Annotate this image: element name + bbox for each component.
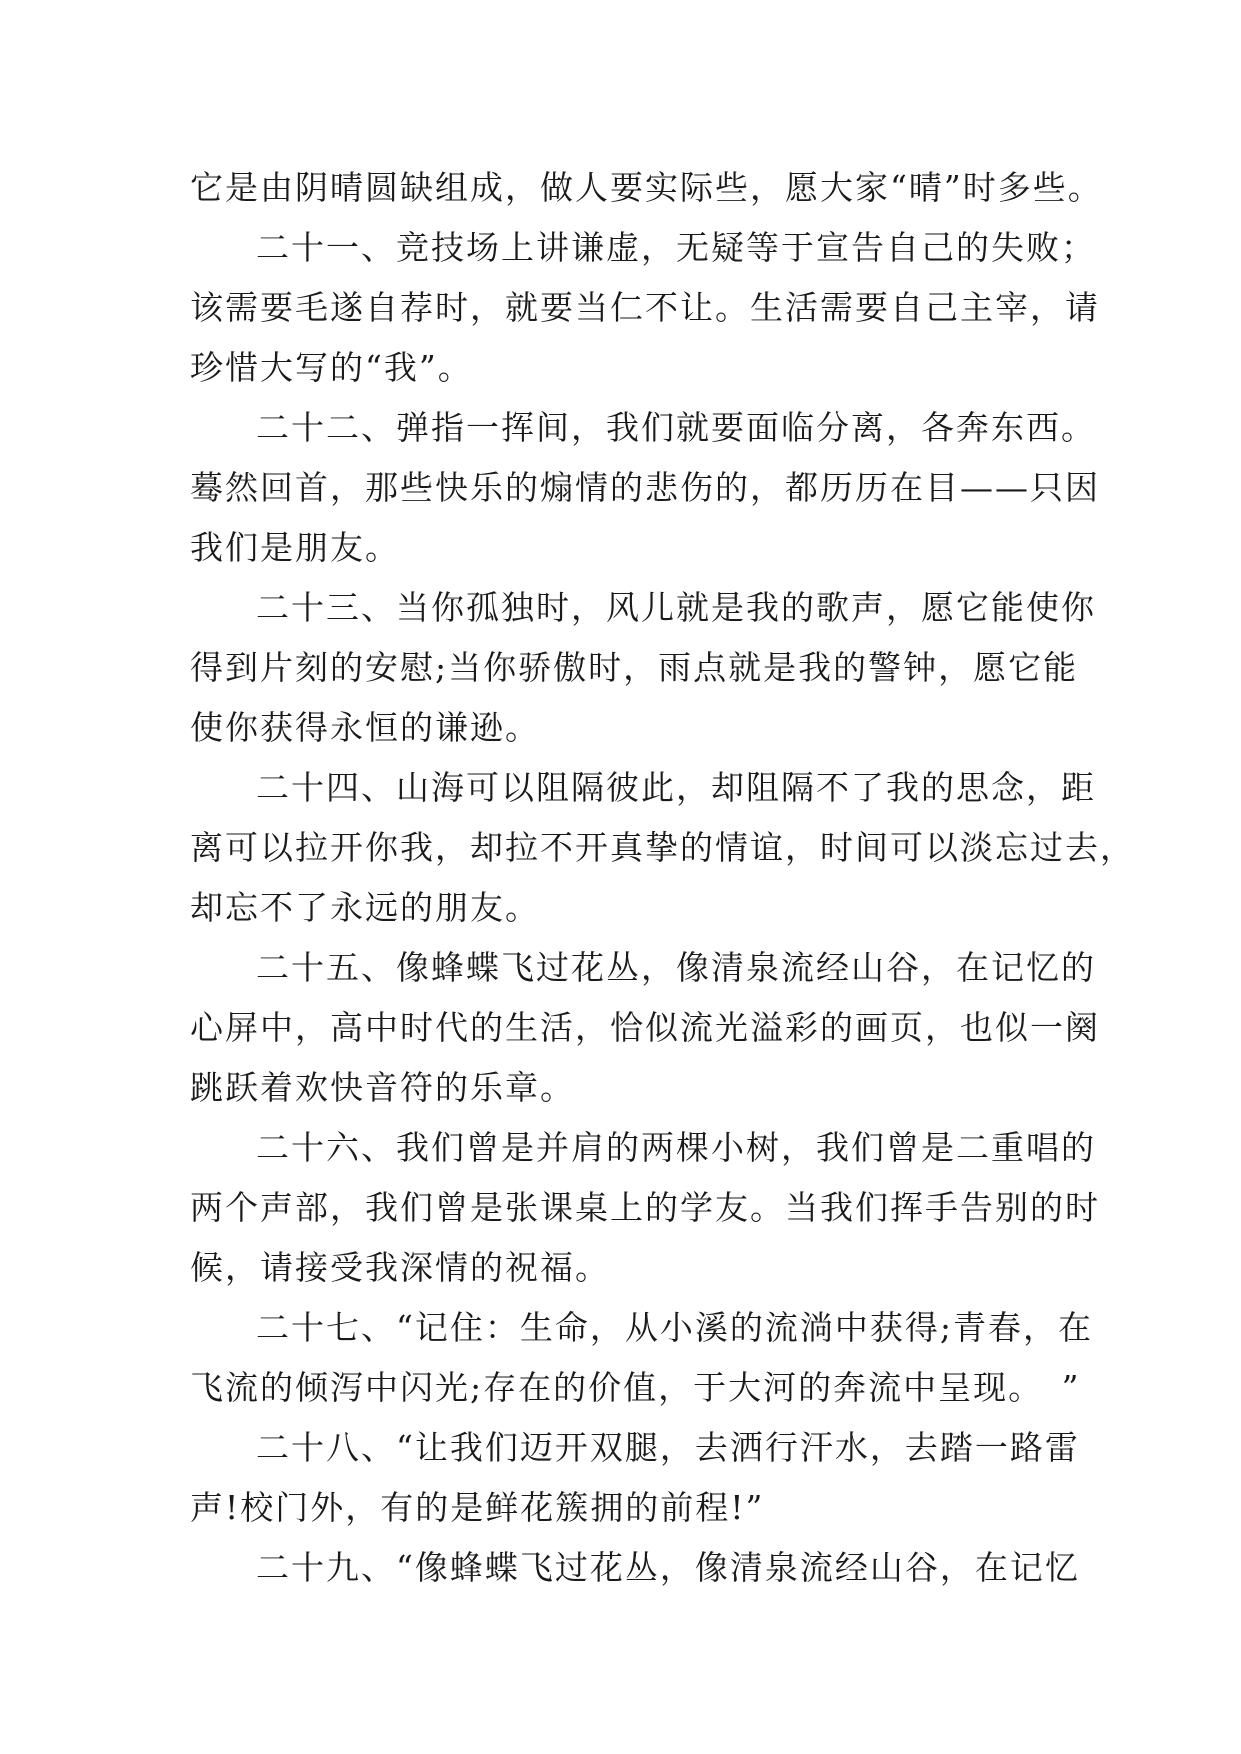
text-line: 离可以拉开你我，却拉不开真挚的情谊，时间可以淡忘过去， xyxy=(190,828,1135,867)
text-line: 二十八、“让我们迈开双腿，去洒行汗水，去踏一路雷 xyxy=(256,1428,1080,1467)
text-line: 二十六、我们曾是并肩的两棵小树，我们曾是二重唱的 xyxy=(256,1128,1096,1167)
paragraph-24 xyxy=(190,758,1135,938)
document-body xyxy=(190,158,1135,1598)
text-line: 使你获得永恒的谦逊。 xyxy=(190,708,540,747)
text-line: 得到片刻的安慰;当你骄傲时，雨点就是我的警钟，愿它能 xyxy=(190,648,1079,687)
text-line: 声!校门外，有的是鲜花簇拥的前程!” xyxy=(190,1488,765,1527)
text-line: 珍惜大写的“我”。 xyxy=(190,348,473,387)
text-line: 蓦然回首，那些快乐的煽情的悲伤的，都历历在目——只因 xyxy=(190,468,1100,507)
paragraph-29 xyxy=(190,1538,1080,1598)
paragraph-28 xyxy=(190,1418,1080,1538)
text-line: 二十二、弹指一挥间，我们就要面临分离，各奔东西。 xyxy=(256,408,1096,447)
text-line: 该需要毛遂自荐时，就要当仁不让。生活需要自己主宰，请 xyxy=(190,288,1100,327)
text-line: 两个声部，我们曾是张课桌上的学友。当我们挥手告别的时 xyxy=(190,1188,1100,1227)
text-line: 二十四、山海可以阻隔彼此，却阻隔不了我的思念，距 xyxy=(256,768,1096,807)
paragraph-25 xyxy=(190,938,1100,1118)
paragraph-22 xyxy=(190,398,1100,578)
text-line: 我们是朋友。 xyxy=(190,528,400,567)
paragraph-21 xyxy=(190,218,1100,398)
text-line: 二十七、“记住：生命，从小溪的流淌中获得;青春，在 xyxy=(256,1308,1093,1347)
text-line: 它是由阴晴圆缺组成，做人要实际些，愿大家“晴”时多些。 xyxy=(190,168,1103,207)
paragraph-23 xyxy=(190,578,1096,758)
text-line: 飞流的倾泻中闪光;存在的价值，于大河的奔流中呈现。 ” xyxy=(190,1368,1081,1407)
text-line: 却忘不了永远的朋友。 xyxy=(190,888,540,927)
paragraph-26 xyxy=(190,1118,1100,1298)
text-line: 心屏中，高中时代的生活，恰似流光溢彩的画页，也似一阕 xyxy=(190,1008,1100,1047)
text-line: 候，请接受我深情的祝福。 xyxy=(190,1248,610,1287)
paragraph-continuation xyxy=(190,158,1103,218)
text-line: 二十三、当你孤独时，风儿就是我的歌声，愿它能使你 xyxy=(256,588,1096,627)
text-line: 二十一、竞技场上讲谦虚，无疑等于宣告自己的失败； xyxy=(256,228,1096,267)
paragraph-27 xyxy=(190,1298,1093,1418)
text-line: 跳跃着欢快音符的乐章。 xyxy=(190,1068,575,1107)
text-line: 二十九、“像蜂蝶飞过花丛，像清泉流经山谷，在记忆 xyxy=(256,1548,1080,1587)
text-line: 二十五、像蜂蝶飞过花丛，像清泉流经山谷，在记忆的 xyxy=(256,948,1096,987)
